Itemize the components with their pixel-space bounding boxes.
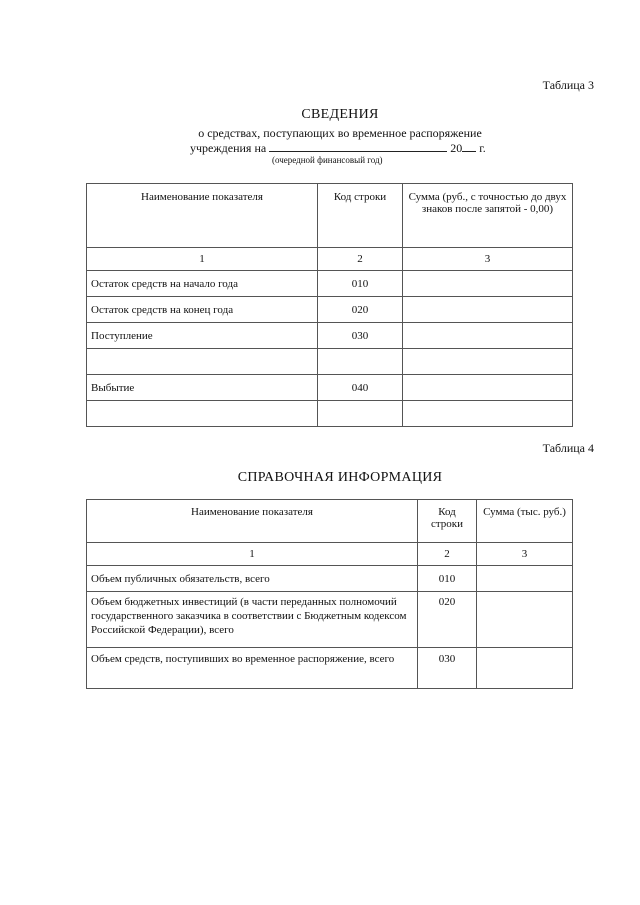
header-sum: Сумма (тыс. руб.) bbox=[477, 500, 573, 543]
row-sum-cell[interactable] bbox=[403, 271, 573, 297]
row-sum-cell[interactable] bbox=[403, 349, 573, 375]
row-sum-cell[interactable] bbox=[403, 375, 573, 401]
row-sum-cell[interactable] bbox=[403, 297, 573, 323]
table3-label: Таблица 3 bbox=[542, 78, 594, 92]
year-blank-field[interactable] bbox=[462, 140, 476, 152]
header-name: Наименование показателя bbox=[87, 184, 318, 248]
period-prefix: учреждения на bbox=[190, 141, 267, 155]
table4 bbox=[86, 499, 573, 689]
header-code: Код строки bbox=[318, 184, 403, 248]
table3-number-row bbox=[87, 248, 573, 271]
row-code: 010 bbox=[318, 271, 403, 297]
table3-header-row bbox=[87, 184, 573, 248]
header-code: Код строки bbox=[418, 500, 477, 543]
header-name: Наименование показателя bbox=[87, 500, 418, 543]
table-row bbox=[87, 271, 573, 297]
row-sum-cell[interactable] bbox=[477, 648, 573, 689]
col-number: 1 bbox=[87, 543, 418, 566]
table3-title: СВЕДЕНИЯ bbox=[301, 107, 379, 122]
table-row bbox=[87, 349, 573, 375]
row-sum-cell[interactable] bbox=[403, 401, 573, 427]
table4-label: Таблица 4 bbox=[542, 441, 594, 455]
row-name: Поступление bbox=[87, 323, 318, 349]
table-row bbox=[87, 566, 573, 592]
row-code: 030 bbox=[418, 648, 477, 689]
row-sum-cell[interactable] bbox=[403, 323, 573, 349]
row-name: Выбытие bbox=[87, 375, 318, 401]
row-name bbox=[87, 401, 318, 427]
row-code bbox=[318, 401, 403, 427]
table-row bbox=[87, 297, 573, 323]
row-code: 020 bbox=[418, 592, 477, 648]
table3-period-line bbox=[190, 140, 486, 156]
col-number: 2 bbox=[418, 543, 477, 566]
table-row bbox=[87, 323, 573, 349]
table-row bbox=[87, 401, 573, 427]
row-name: Объем публичных обязательств, всего bbox=[87, 566, 418, 592]
period-blank-field[interactable] bbox=[269, 140, 447, 152]
col-number: 1 bbox=[87, 248, 318, 271]
period-suffix: г. bbox=[479, 141, 486, 155]
table-row bbox=[87, 375, 573, 401]
row-code: 040 bbox=[318, 375, 403, 401]
table-row bbox=[87, 592, 573, 648]
row-code: 020 bbox=[318, 297, 403, 323]
row-name: Объем средств, поступивших во временное распоряжение, всего bbox=[87, 648, 418, 689]
row-name: Объем бюджетных инвестиций (в части переданных полномочий государственного заказчика в соответствии с Бюджетным кодексом Российской Федерации), всего bbox=[87, 592, 418, 648]
row-sum-cell[interactable] bbox=[477, 592, 573, 648]
header-sum: Сумма (руб., с точностью до двух знаков после запятой - 0,00) bbox=[403, 184, 573, 248]
period-year: 20 bbox=[450, 141, 463, 155]
row-code: 010 bbox=[418, 566, 477, 592]
row-sum-cell[interactable] bbox=[477, 566, 573, 592]
period-note: (очередной финансовый год) bbox=[272, 155, 383, 165]
table3 bbox=[86, 183, 573, 427]
row-code: 030 bbox=[318, 323, 403, 349]
row-name bbox=[87, 349, 318, 375]
table3-subtitle: о средствах, поступающих во временное распоряжение bbox=[198, 126, 482, 140]
row-code bbox=[318, 349, 403, 375]
col-number: 3 bbox=[477, 543, 573, 566]
row-name: Остаток средств на конец года bbox=[87, 297, 318, 323]
table4-title: СПРАВОЧНАЯ ИНФОРМАЦИЯ bbox=[237, 470, 443, 485]
row-name: Остаток средств на начало года bbox=[87, 271, 318, 297]
col-number: 2 bbox=[318, 248, 403, 271]
table-row bbox=[87, 648, 573, 689]
table4-header-row bbox=[87, 500, 573, 543]
col-number: 3 bbox=[403, 248, 573, 271]
table4-number-row bbox=[87, 543, 573, 566]
